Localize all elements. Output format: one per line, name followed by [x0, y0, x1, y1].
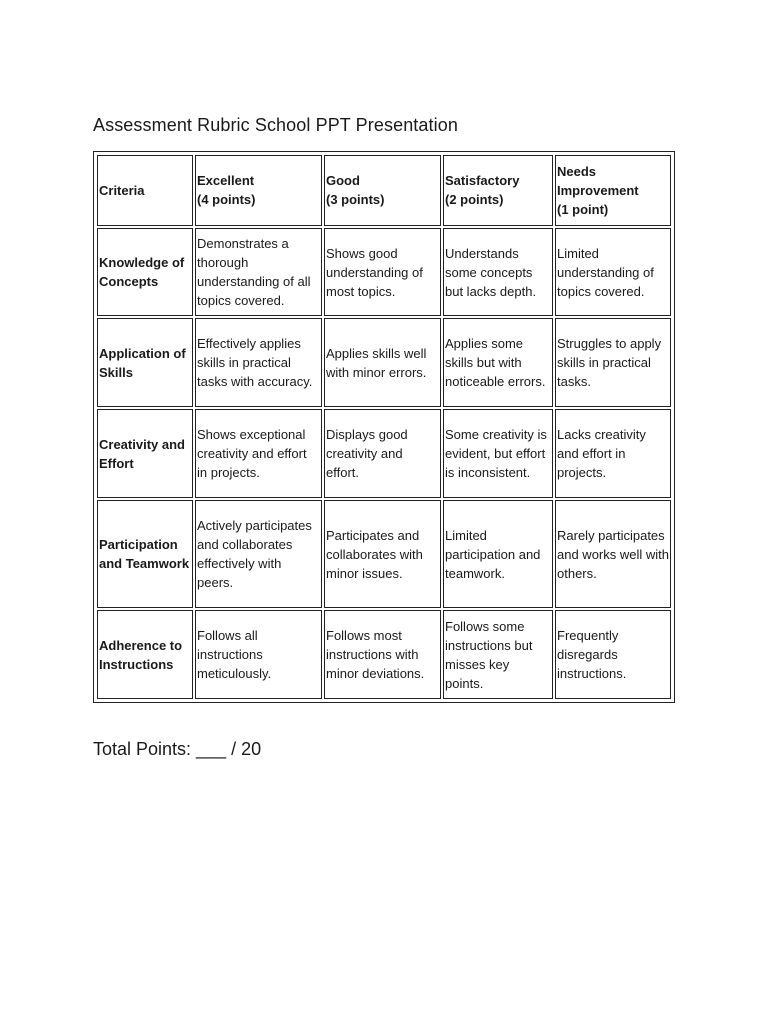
- excellent-cell: Actively participates and collaborates effectively with peers.: [195, 500, 322, 608]
- criterion-cell: Knowledge of Concepts: [97, 228, 193, 317]
- satisfactory-cell: Some creativity is evident, but effort is inconsistent.: [443, 409, 553, 498]
- header-text: Satisfactory: [445, 173, 520, 189]
- table-row: [97, 318, 671, 407]
- excellent-cell: Shows exceptional creativity and effort in projects.: [195, 409, 322, 498]
- needs-improvement-cell: Limited understanding of topics covered.: [555, 228, 671, 317]
- header-points: (1 point): [557, 201, 609, 217]
- good-cell: Applies skills well with minor errors.: [324, 318, 441, 407]
- excellent-cell: Effectively applies skills in practical tasks with accuracy.: [195, 318, 322, 407]
- header-points: (3 points): [326, 192, 385, 208]
- satisfactory-cell: Understands some concepts but lacks depth.: [443, 228, 553, 317]
- header-text: Criteria: [99, 182, 145, 198]
- table-row: [97, 409, 671, 498]
- satisfactory-cell: Follows some instructions but misses key points.: [443, 610, 553, 699]
- header-cell-excellent: [195, 155, 322, 226]
- good-cell: Shows good understanding of most topics.: [324, 228, 441, 317]
- total-points: Total Points: ___ / 20: [93, 739, 262, 759]
- good-cell: Displays good creativity and effort.: [324, 409, 441, 498]
- needs-improvement-cell: Lacks creativity and effort in projects.: [555, 409, 671, 498]
- header-cell-good: [324, 155, 441, 226]
- header-cell-criteria: [97, 155, 193, 226]
- needs-improvement-cell: Rarely participates and works well with others.: [555, 500, 671, 608]
- needs-improvement-cell: Struggles to apply skills in practical tasks.: [555, 318, 671, 407]
- needs-improvement-cell: Frequently disregards instructions.: [555, 610, 671, 699]
- rubric-table-frame: [93, 151, 675, 703]
- satisfactory-cell: Applies some skills but with noticeable errors.: [443, 318, 553, 407]
- table-header-row: [97, 155, 671, 226]
- excellent-cell: Follows all instructions meticulously.: [195, 610, 322, 699]
- criterion-cell: Participation and Teamwork: [97, 500, 193, 608]
- criterion-cell: Application of Skills: [97, 318, 193, 407]
- document-title: Assessment Rubric School PPT Presentation: [93, 115, 458, 135]
- good-cell: Participates and collaborates with minor issues.: [324, 500, 441, 608]
- criterion-cell: Creativity and Effort: [97, 409, 193, 498]
- table-row: [97, 500, 671, 608]
- header-text: Excellent: [197, 173, 255, 189]
- header-cell-needs-improvement: [555, 155, 671, 226]
- table-row: [97, 228, 671, 317]
- header-points: (4 points): [197, 192, 256, 208]
- criterion-cell: Adherence to Instructions: [97, 610, 193, 699]
- header-cell-satisfactory: [443, 155, 553, 226]
- header-points: (2 points): [445, 192, 504, 208]
- rubric-table: [95, 153, 673, 701]
- satisfactory-cell: Limited participation and teamwork.: [443, 500, 553, 608]
- header-text: Needs: [557, 163, 597, 179]
- excellent-cell: Demonstrates a thorough understanding of all topics covered.: [195, 228, 322, 317]
- header-text: Good: [326, 173, 360, 189]
- good-cell: Follows most instructions with minor deviations.: [324, 610, 441, 699]
- table-row: [97, 610, 671, 699]
- header-text: Improvement: [557, 182, 639, 198]
